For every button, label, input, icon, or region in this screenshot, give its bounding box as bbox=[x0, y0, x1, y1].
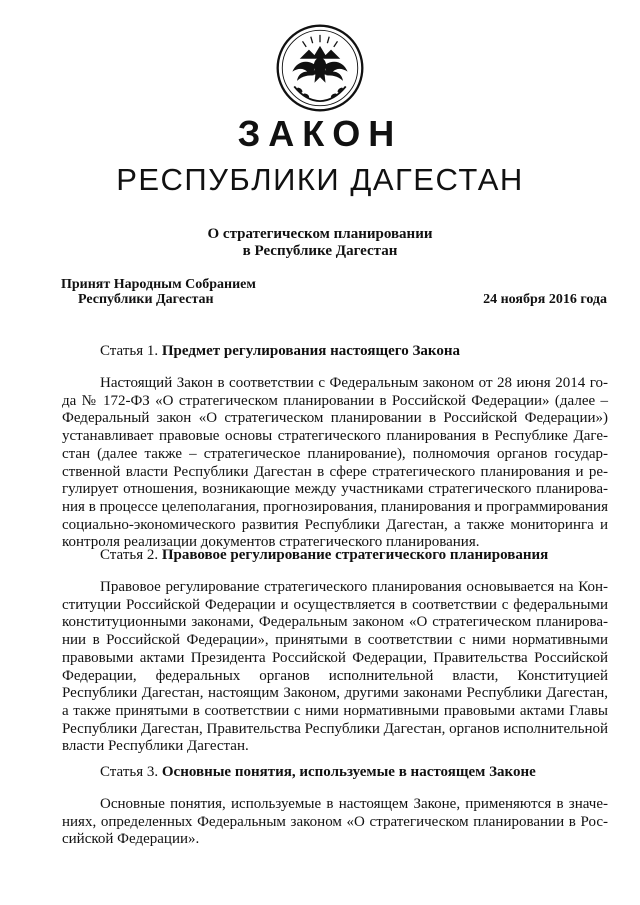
adoption-authority-line: Принят Народным Собранием bbox=[61, 277, 256, 292]
coat-of-arms-emblem-icon bbox=[274, 22, 366, 114]
article-body: Основные понятия, используемые в настоящем Законе, применяются в значениях, определенных Федеральным законом «О стратегическом планировании в Российской Федерации». bbox=[62, 796, 608, 848]
document-subtitle: РЕСПУБЛИКИ ДАГЕСТАН bbox=[116, 162, 524, 197]
adoption-authority-line: Республики Дагестан bbox=[78, 292, 214, 307]
article-body: Настоящий Закон в соответствии с Федеральным законом от 28 июня 2014 года № 172-ФЗ «О стратегическом планировании в Российской Федерации» (далее – Федеральный закон «О стратегическом планировании в Российской Федерации») устанавливает правовые основы стратегического планирования в Республике Дагестан (далее также – стратегическое планирование), полномочия органов государственной власти Республики Дагестан в сфере стратегического планирования и регулирует отношения, возникающие между участниками стратегического планирования в процессе целеполагания, прогнозирования, планирования и программирования социально-экономического развития Республики Дагестан, а также мониторинга и контроля реализации документов стратегического планирования. bbox=[62, 375, 608, 551]
document-title: ЗАКОН bbox=[237, 113, 403, 154]
article-body: Правовое регулирование стратегического планирования основывается на Конституции Российской Федерации и осуществляется в соответствии с федеральными конституционными законами, Федеральным законом «О стратегическом планировании в Российской Федерации», принятыми в соответствии с ними нормативными правовыми актами Президента Российской Федерации, Правительства Российской Федерации, федеральных органов исполнительной власти, Конституцией Республики Дагестан, настоящим Законом, другими законами Республики Дагестан, а также принятыми в соответствии с ними нормативными правовыми актами Главы Республики Дагестан, Правительства Республики Дагестан, органов исполнительной власти Республики Дагестан. bbox=[62, 579, 608, 755]
article-3 bbox=[62, 762, 608, 849]
article-title: Предмет регулирования настоящего Закона bbox=[161, 343, 460, 359]
article-number: Статья 3. bbox=[100, 764, 159, 780]
document-subject-line: в Республике Дагестан bbox=[242, 243, 398, 259]
article-1 bbox=[62, 341, 608, 552]
article-title: Правовое регулирование стратегического планирования bbox=[161, 547, 549, 563]
article-heading bbox=[62, 341, 608, 361]
article-number: Статья 1. bbox=[100, 343, 159, 359]
article-number: Статья 2. bbox=[100, 547, 159, 563]
article-2 bbox=[62, 545, 608, 756]
article-heading bbox=[62, 762, 608, 782]
document-subject bbox=[0, 226, 640, 260]
adoption-date: 24 ноября 2016 года bbox=[483, 292, 607, 307]
document-subject-line: О стратегическом планировании bbox=[207, 226, 433, 242]
article-title: Основные понятия, используемые в настоящем Законе bbox=[161, 764, 536, 780]
article-heading bbox=[62, 545, 608, 565]
